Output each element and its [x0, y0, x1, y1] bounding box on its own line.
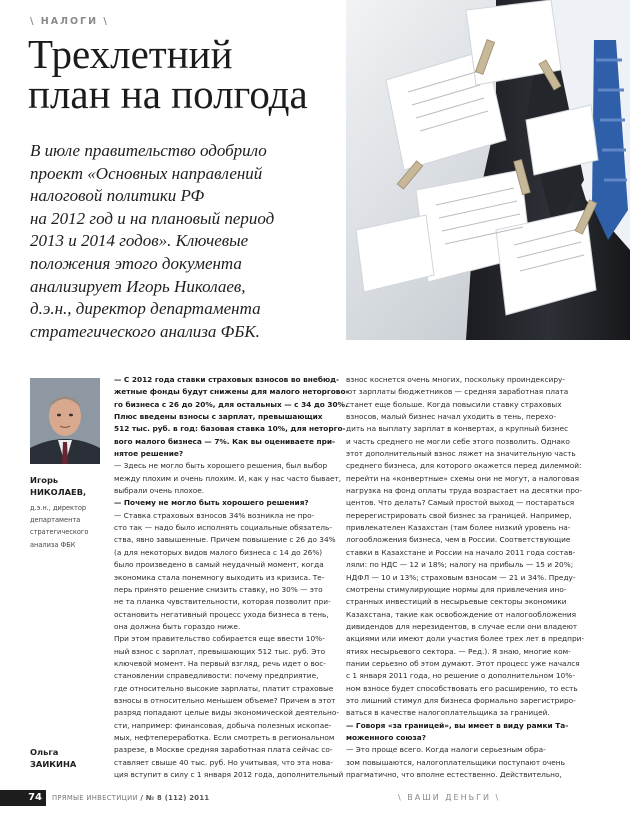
- text-line: Казахстана, такие как освобождение от налогообложения: [346, 609, 577, 619]
- text-line: (а для некоторых видов малого бизнеса с 14 до 26%): [114, 547, 323, 557]
- text-line: — С 2012 года ставки страховых взносов во внебюд-: [114, 375, 340, 384]
- footer-magazine: [52, 791, 209, 805]
- text-line: прагматично, что вполне естественно. Действительно,: [346, 770, 562, 779]
- text-line: взносы в относительно меньшем объеме? Причем в этот: [114, 695, 336, 705]
- text-line: дивидендов для нерезидентов, в случае если они владеют: [346, 621, 578, 631]
- text-line: ют зарплаты бюджетников — средняя заработная плата: [346, 387, 569, 397]
- magazine-title: ПРЯМЫЕ ИНВЕСТИЦИИ: [52, 794, 138, 802]
- lead-line: 2013 и 2014 годов». Ключевые: [30, 231, 249, 251]
- text-line: с 1 января 2011 года, но решение о дополнительном 10%-: [346, 671, 575, 681]
- text-line: — Ставка страховых взносов 34% возникла не про-: [114, 510, 315, 520]
- text-line: сти, например: финансовая, добыча полезных ископае-: [114, 720, 332, 730]
- text-line: где относительно высокие зарплаты, платит страховые: [114, 683, 334, 693]
- headline-line: Трехлетний: [28, 31, 233, 77]
- interviewer-name-line: ЗАИКИНА: [30, 759, 77, 769]
- illustration-businessman-papers: [346, 0, 630, 340]
- author-desc-line: департамента: [30, 516, 81, 525]
- text-line: не та планка чувствительности, которая позволит при-: [114, 597, 331, 607]
- text-line: выбрали очень плохое.: [114, 486, 205, 496]
- author-desc-line: анализа ФБК: [30, 540, 76, 549]
- text-line: ваться в качестве налогоплательщика за границей.: [346, 708, 550, 718]
- text-line: ция вступит в силу с 1 января 2012 года, дополнительный: [114, 770, 344, 779]
- text-line: 512 тыс. руб. в год: базовая ставка 10%, для неторго-: [114, 424, 346, 434]
- lead-line: проект «Основных направлений: [30, 163, 263, 183]
- text-line: центов. Что делать? Самый простой выход — постараться: [346, 498, 575, 508]
- text-line: вого малого бизнеса — 7%. Как вы оцениваете при-: [114, 436, 336, 446]
- portrait-svg: [30, 378, 100, 464]
- author-description: [30, 502, 110, 551]
- text-line: ключевой момент. На первый взгляд, речь идет о вос-: [114, 658, 326, 668]
- lead-line: анализирует Игорь Николаев,: [30, 276, 246, 296]
- text-line: ном взносе будет способствовать его расширению, то есть: [346, 683, 578, 693]
- text-line: перь принято решение снизить ставку, но 30% — это: [114, 584, 323, 594]
- text-line: го бизнеса с 26 до 20%, для остальных — с 34 до 30%.: [114, 399, 348, 409]
- issue-number: / № 8 (112) 2011: [140, 794, 210, 802]
- text-line: моженного союза?: [346, 732, 426, 742]
- text-line: привлекателен Казахстан (там более низкий уровень на-: [346, 523, 571, 533]
- lead-line: стратегического анализа ФБК.: [30, 321, 260, 341]
- lead-line: В июле правительство одобрило: [30, 141, 267, 160]
- text-line: становлении справедливости: почему предприятие,: [114, 671, 319, 681]
- text-line: перейти на «конвертные» схемы они не могут, а налоговая: [346, 473, 579, 483]
- text-line: ставляет свыше 40 тыс. руб. Но учитывая, что эта нова-: [114, 757, 333, 767]
- author-desc-line: стратегического: [30, 528, 89, 537]
- author-name-line: Игорь: [30, 475, 59, 485]
- interviewer-name: [30, 746, 76, 770]
- text-line: взнос коснется очень многих, поскольку проиндексиру-: [346, 375, 565, 384]
- text-line: ства, явно завышенные. Причем повышение с 26 до 34%: [114, 535, 336, 545]
- section-rubric: \ НАЛОГИ \: [30, 16, 109, 27]
- author-portrait: [30, 378, 100, 464]
- lead-line: положения этого документа: [30, 253, 242, 273]
- lead-line: налоговой политики РФ: [30, 186, 205, 206]
- text-line: дить на выплату зарплат в конвертах, а крупный бизнес: [346, 424, 569, 434]
- text-line: остановить негативный процесс ухода бизнеса в тень,: [114, 609, 329, 619]
- text-line: ставки в Казахстане и России на начало 2011 года состав-: [346, 547, 576, 557]
- text-line: разрезе, в Москве средняя заработная плата сейчас со-: [114, 745, 333, 755]
- text-line: и часть среднего не могли себе этого позволить. Однако: [346, 436, 570, 446]
- text-line: это лишний стимул для бизнеса формально зарегистриро-: [346, 695, 576, 705]
- footer-section: \ ВАШИ ДЕНЬГИ \: [398, 793, 501, 802]
- text-line: было произведено в самый неудачный момент, когда: [114, 560, 324, 570]
- text-line: странных инвестиций в несырьевые секторы экономики: [346, 597, 567, 607]
- author-credit: [30, 474, 110, 551]
- lead-line: на 2012 год и на плановый период: [30, 208, 275, 228]
- text-line: ятиях несырьевого сектора. — Ред.). Я знаю, многие ком-: [346, 646, 571, 656]
- article-column-right: [346, 374, 602, 781]
- article-headline: [28, 31, 348, 117]
- headline-line: план на полгода: [28, 71, 308, 117]
- text-line: среднего бизнеса, для которого окажется перед дилеммой:: [346, 461, 582, 471]
- text-line: логообложения бизнеса, чем в России. Соответствующие: [346, 535, 571, 545]
- author-name: [30, 474, 110, 498]
- text-line: смотрены стимулирующие нормы для привлечения ино-: [346, 584, 567, 594]
- interviewer-name-line: Ольга: [30, 747, 59, 757]
- text-line: она должна быть гораздо ниже.: [114, 621, 241, 631]
- illustration-svg: [346, 0, 630, 340]
- text-line: пании серьезно об этом думают. Этот процесс уже начался: [346, 658, 580, 668]
- text-line: перерегистрировать свой бизнес за границей. Например,: [346, 510, 572, 520]
- text-line: — Это проще всего. Когда налоги серьезным обра-: [346, 745, 546, 755]
- text-line: ный взнос с зарплат, превышающих 512 тыс. руб. Это: [114, 646, 326, 656]
- interviewer-credit: [30, 746, 76, 770]
- text-line: сто так — надо было исполнять социальные обязатель-: [114, 523, 332, 533]
- text-line: Плюс введены взносы с зарплат, превышающих: [114, 412, 323, 422]
- text-line: При этом правительство собирается еще ввести 10%-: [114, 634, 325, 644]
- text-line: — Почему не могло быть хорошего решения?: [114, 498, 309, 508]
- text-line: — Здесь не могло быть хорошего решения, был выбор: [114, 461, 328, 471]
- text-line: станет еще больше. Когда повысили ставку страховых: [346, 399, 562, 409]
- text-line: экономика стала понемногу выходить из кризиса. Те-: [114, 572, 325, 582]
- text-line: между плохим и очень плохим. И, как у нас часто бывает,: [114, 473, 342, 483]
- text-line: НДФЛ — 10 и 13%; страховым взносам — 21 и 34%. Преду-: [346, 572, 576, 582]
- text-line: жетные фонды будут снижены для малого неторгово-: [114, 387, 349, 397]
- article-lead: [30, 140, 330, 343]
- author-desc-line: д.э.н., директор: [30, 504, 87, 512]
- author-name-line: НИКОЛАЕВ,: [30, 487, 87, 497]
- text-line: зом повышаются, налогоплательщики поступают очень: [346, 757, 565, 767]
- text-line: ляли: по НДС — 12 и 18%; налогу на прибыль — 15 и 20%;: [346, 560, 574, 570]
- page-number: 74: [0, 790, 46, 806]
- text-line: мых, нефтепереработка. Если смотреть в региональном: [114, 732, 335, 742]
- lead-line: д.э.н., директор департамента: [30, 299, 261, 319]
- article-column-left: [114, 374, 349, 781]
- text-line: взносов, малый бизнес начал уходить в тень, перехо-: [346, 412, 556, 422]
- text-line: нагрузка на фонд оплаты труда возрастает на десятки про-: [346, 486, 583, 496]
- text-line: разряд попадают целые виды экономической деятельно-: [114, 708, 339, 718]
- text-line: этот дополнительный взнос ляжет на значительную часть: [346, 449, 576, 459]
- text-line: акциями или имеют доли участия более трех лет в предпри-: [346, 634, 585, 644]
- text-line: нятое решение?: [114, 449, 184, 459]
- text-line: — Говоря «за границей», вы имеет в виду рамки Та-: [346, 720, 569, 730]
